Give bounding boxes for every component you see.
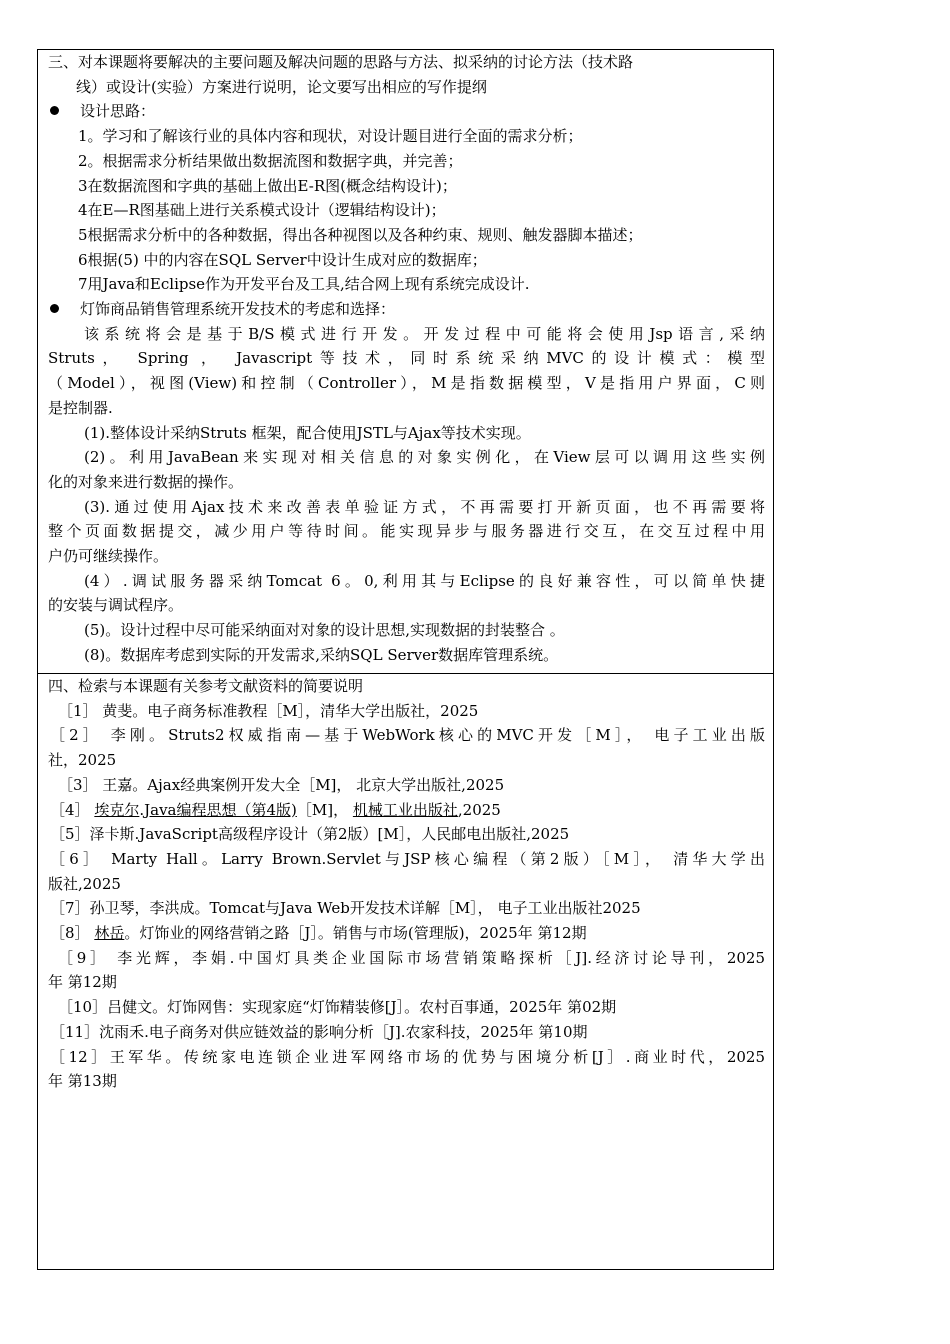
tech-item-cont: 整个页面数据提交，减少用户等待时间。能实现异步与服务器进行交互，在交互过程中用 bbox=[48, 522, 765, 541]
reference-item: ［6］ Marty Hall。Larry Brown.Servlet与JSP核心编程（第2版）［M］， 清华大学出 bbox=[50, 849, 765, 868]
proposal-table bbox=[37, 49, 774, 1270]
tech-item-cont: 的安装与调试程序。 bbox=[48, 596, 184, 615]
design-step: 4在E—R图基础上进行关系模式设计（逻辑结构设计)； bbox=[78, 201, 446, 220]
reference-item: ［7］孙卫琴，李洪成。Tomcat与Java Web开发技术详解［M］， 电子工业出版社2025 bbox=[50, 899, 641, 918]
reference-item: ［3］ 王嘉。Ajax经典案例开发大全［M]， 北京大学出版社,2025 bbox=[58, 775, 505, 794]
tech-paragraph: 该系统将会是基于B/S模式进行开发。开发过程中可能将会使用Jsp语言,采纳 bbox=[84, 324, 765, 343]
tech-paragraph: （Model），视图(View)和控制（Controller），M是指数据模型，V是指用户界面，C则 bbox=[48, 374, 765, 393]
section-heading: 三、对本课题将要解决的主要问题及解决问题的思路与方法、拟采纳的讨论方法（技术路 bbox=[48, 53, 634, 71]
reference-item: ［2］ 李刚。Struts2权威指南—基于WebWork核心的MVC开发［M］， 电子工业出版 bbox=[50, 726, 765, 745]
bullet-icon bbox=[48, 99, 80, 124]
design-step: 2。根据需求分析结果做出数据流图和数据字典，并完善； bbox=[78, 151, 463, 170]
reference-item: ［8］ 林岳。灯饰业的网络营销之路［J］。销售与市场(管理版)，2025年 第12期 bbox=[50, 924, 587, 943]
reference-item: ［1］ 黄斐。电子商务标准教程［M］，清华大学出版社，2025 bbox=[58, 701, 479, 720]
reference-author-link[interactable]: 林岳 bbox=[94, 924, 125, 943]
reference-item-cont: 年 第12期 bbox=[48, 973, 117, 992]
reference-item-cont: 版社,2025 bbox=[48, 874, 121, 893]
reference-item: ［10］吕健文。灯饰网售：实现家庭“灯饰精装修[J］。农村百事通，2025年 第02期 bbox=[58, 998, 617, 1017]
tech-item: (8)。数据库考虑到实际的开发需求,采纳SQL Server数据库管理系统。 bbox=[84, 645, 559, 664]
section-heading-cont: 线）或设计(实验）方案进行说明，论文要写出相应的写作提纲 bbox=[76, 77, 487, 96]
section-references bbox=[38, 674, 773, 1269]
tech-item: (1).整体设计采纳Struts 框架，配合使用JSTL与Ajax等技术实现。 bbox=[84, 423, 531, 442]
reference-item: ［4］ 埃克尔.Java编程思想（第4版)［M]， 机械工业出版社,2025 bbox=[50, 800, 501, 819]
tech-item: (2)。利用JavaBean来实现对相关信息的对象实例化，在View层可以调用这些实例 bbox=[84, 448, 765, 467]
reference-item-cont: 社，2025 bbox=[48, 751, 117, 770]
design-step: 1。学习和了解该行业的具体内容和现状，对设计题目进行全面的需求分析； bbox=[78, 127, 583, 146]
reference-title-link[interactable]: Java编程思想（第4版) bbox=[144, 800, 297, 819]
design-step: 7用Java和Eclipse作为开发平台及工具,结合网上现有系统完成设计. bbox=[78, 275, 530, 294]
section-research-methods bbox=[38, 50, 773, 674]
tech-paragraph: Struts， Spring ， Javascript等技术，同时系统采纳MVC的设计模式：模型 bbox=[48, 349, 765, 368]
tech-item-cont: 化的对象来进行数据的操作。 bbox=[48, 472, 244, 491]
tech-item: (3).通过使用Ajax技术来改善表单验证方式，不再需要打开新页面，也不再需要将 bbox=[84, 497, 765, 516]
reference-publisher-link[interactable]: 机械工业出版社 bbox=[352, 800, 458, 819]
reference-item-cont: 年 第13期 bbox=[48, 1072, 117, 1091]
design-step: 3在数据流图和字典的基础上做出E-R图(概念结构设计)； bbox=[78, 176, 457, 195]
reference-item: ［9］ 李光辉，李娟.中国灯具类企业国际市场营销策略探析［J].经济讨论导刊，2025 bbox=[58, 948, 765, 967]
design-step: 6根据(5) 中的内容在SQL Server中设计生成对应的数据库； bbox=[78, 250, 487, 269]
tech-title: 灯饰商品销售管理系统开发技术的考虑和选择： bbox=[48, 297, 765, 322]
bullet-icon bbox=[48, 297, 80, 322]
tech-item-cont: 户仍可继续操作。 bbox=[48, 547, 169, 566]
reference-item: ［11］沈雨禾.电子商务对供应链效益的影响分析［J].农家科技，2025年 第10期 bbox=[50, 1022, 588, 1041]
design-title: 设计思路： bbox=[48, 99, 765, 124]
design-step: 5根据需求分析中的各种数据，得出各种视图以及各种约束、规则、触发器脚本描述； bbox=[78, 225, 643, 244]
tech-item: (4）.调试服务器采纳Tomcat 6。0,利用其与Eclipse的良好兼容性，可以简单快捷 bbox=[84, 571, 765, 590]
reference-item: ［5］泽卡斯.JavaScript高级程序设计（第2版）[M］，人民邮电出版社,2025 bbox=[50, 825, 570, 844]
reference-item: ［12］王军华。传统家电连锁企业进军网络市场的优势与困境分析[J］.商业时代，2025 bbox=[50, 1047, 765, 1066]
section-heading: 四、检索与本课题有关参考文献资料的简要说明 bbox=[48, 677, 364, 695]
tech-item: (5)。设计过程中尽可能采纳面对对象的设计思想,实现数据的封装整合 。 bbox=[84, 621, 565, 640]
tech-paragraph: 是控制器. bbox=[48, 398, 113, 417]
reference-author-link[interactable]: 埃克尔 bbox=[94, 800, 140, 819]
